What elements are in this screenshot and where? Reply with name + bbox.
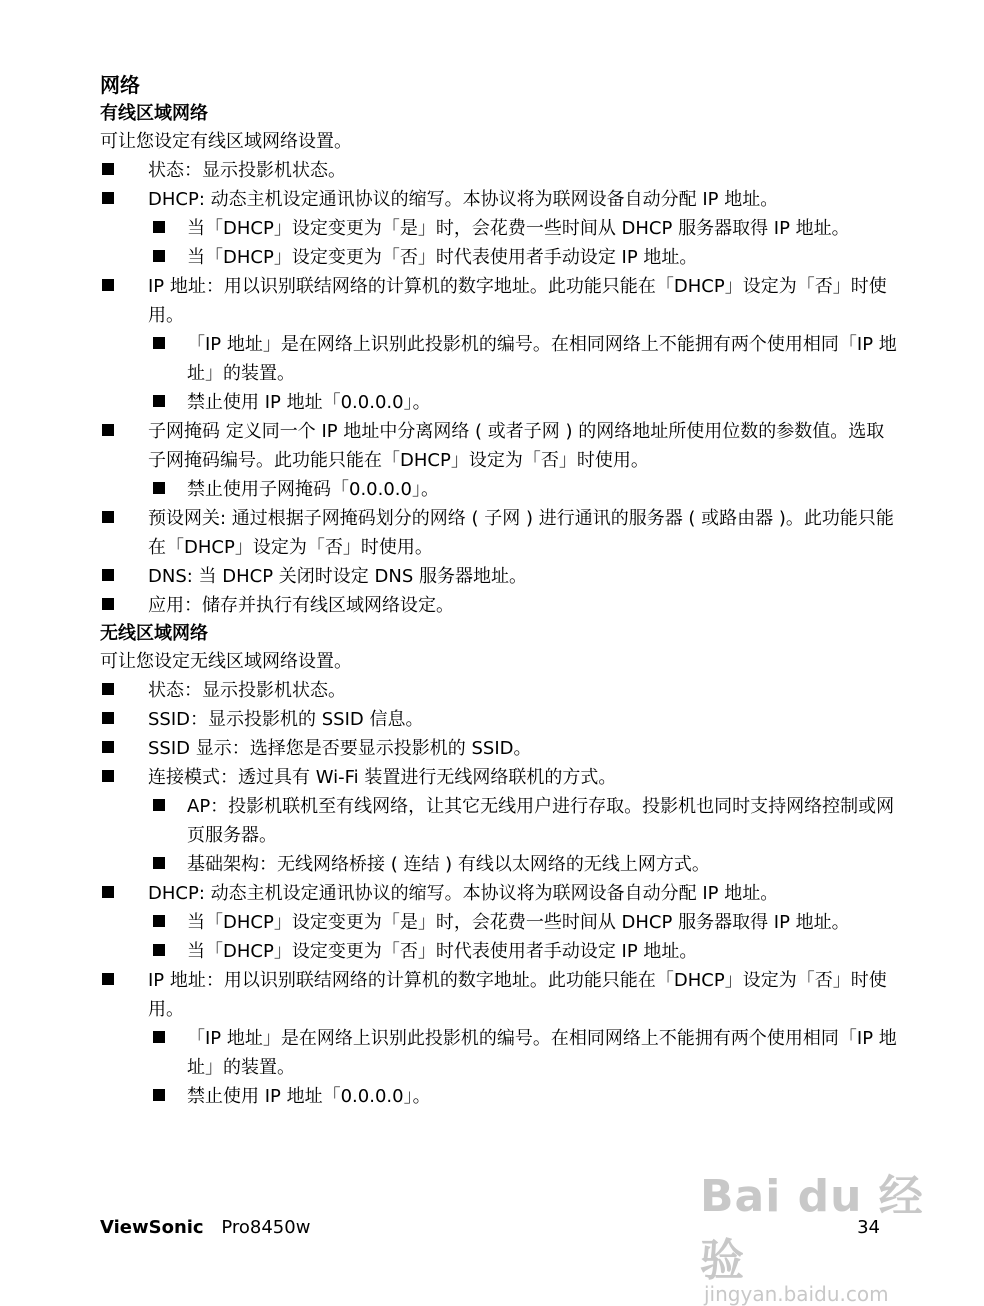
sub-list-item: [100, 1024, 900, 1082]
sub-list-item-text: 基础架构：无线网络桥接 ( 连结 ) 有线以太网络的无线上网方式。: [187, 854, 710, 875]
sub-list-item: [100, 214, 900, 243]
page-footer: [100, 1217, 880, 1238]
sub-list-item: [100, 475, 900, 504]
wireless-list: [100, 676, 900, 1111]
list-item-text: DHCP: 动态主机设定通讯协议的缩写。本协议将为联网设备自动分配 IP 地址。: [148, 883, 779, 904]
sub-list-item-text: 当「DHCP」设定变更为「是」时，会花费一些时间从 DHCP 服务器取得 IP 地址。: [187, 218, 850, 239]
list-item-text: 状态：显示投影机状态。: [148, 160, 346, 181]
square-bullet-icon: [153, 915, 165, 927]
square-bullet-icon: [153, 337, 165, 349]
list-item-text: 子网掩码 定义同一个 IP 地址中分离网络 ( 或者子网 ) 的网络地址所使用位数的参数值。选取子网掩码编号。此功能只能在「DHCP」设定为「否」时使用。: [148, 421, 885, 471]
wireless-heading: 无线区域网络: [100, 623, 208, 644]
sub-list-item-text: 禁止使用子网掩码「0.0.0.0」。: [187, 479, 439, 500]
square-bullet-icon: [153, 221, 165, 233]
square-bullet-icon: [102, 770, 114, 782]
square-bullet-icon: [153, 857, 165, 869]
square-bullet-icon: [102, 192, 114, 204]
square-bullet-icon: [153, 1031, 165, 1043]
square-bullet-icon: [102, 598, 114, 610]
square-bullet-icon: [102, 886, 114, 898]
square-bullet-icon: [102, 712, 114, 724]
sub-list-item: [100, 388, 900, 417]
wireless-intro: 可让您设定无线区域网络设置。: [100, 651, 352, 672]
square-bullet-icon: [102, 683, 114, 695]
list-item: [100, 272, 900, 330]
wired-list: [100, 156, 900, 620]
sub-list-item-text: 禁止使用 IP 地址「0.0.0.0」。: [187, 392, 431, 413]
list-item: [100, 763, 900, 792]
list-item-text: SSID：显示投影机的 SSID 信息。: [148, 709, 424, 730]
square-bullet-icon: [102, 569, 114, 581]
page-number: 34: [857, 1217, 880, 1238]
square-bullet-icon: [153, 799, 165, 811]
watermark-main: Bai du 经验: [700, 1171, 924, 1286]
square-bullet-icon: [153, 944, 165, 956]
list-item-text: 状态：显示投影机状态。: [148, 680, 346, 701]
list-item: [100, 156, 900, 185]
sub-list-item-text: 当「DHCP」设定变更为「否」时代表使用者手动设定 IP 地址。: [187, 247, 698, 268]
square-bullet-icon: [153, 395, 165, 407]
section-title: 网络: [100, 73, 140, 97]
footer-model: Pro8450w: [221, 1217, 311, 1238]
sub-list-item-text: AP：投影机联机至有线网络，让其它无线用户进行存取。投影机也同时支持网络控制或网页服务器。: [187, 796, 895, 846]
list-item-text: DHCP: 动态主机设定通讯协议的缩写。本协议将为联网设备自动分配 IP 地址。: [148, 189, 779, 210]
footer-brand: ViewSonic: [100, 1217, 204, 1238]
list-item-text: 应用：储存并执行有线区域网络设定。: [148, 595, 454, 616]
square-bullet-icon: [102, 511, 114, 523]
list-item: [100, 879, 900, 908]
list-item-text: SSID 显示：选择您是否要显示投影机的 SSID。: [148, 738, 532, 759]
list-item: [100, 562, 900, 591]
list-item: [100, 705, 900, 734]
sub-list-item-text: 禁止使用 IP 地址「0.0.0.0」。: [187, 1086, 431, 1107]
square-bullet-icon: [153, 1089, 165, 1101]
square-bullet-icon: [102, 279, 114, 291]
sub-list-item-text: 「IP 地址」是在网络上识别此投影机的编号。在相同网络上不能拥有两个使用相同「IP 地址」的装置。: [187, 334, 897, 384]
wired-intro: 可让您设定有线区域网络设置。: [100, 131, 352, 152]
list-item: [100, 734, 900, 763]
list-item-text: IP 地址：用以识别联结网络的计算机的数字地址。此功能只能在「DHCP」设定为「否」时使用。: [148, 970, 887, 1020]
sub-list-item: [100, 937, 900, 966]
square-bullet-icon: [102, 741, 114, 753]
square-bullet-icon: [153, 250, 165, 262]
sub-list-item: [100, 908, 900, 937]
list-item-text: 连接模式：透过具有 Wi-Fi 装置进行无线网络联机的方式。: [148, 767, 617, 788]
square-bullet-icon: [153, 482, 165, 494]
list-item-text: IP 地址：用以识别联结网络的计算机的数字地址。此功能只能在「DHCP」设定为「否」时使用。: [148, 276, 887, 326]
list-item: [100, 417, 900, 475]
sub-list-item: [100, 792, 900, 850]
list-item: [100, 966, 900, 1024]
list-item-text: DNS: 当 DHCP 关闭时设定 DNS 服务器地址。: [148, 566, 527, 587]
sub-list-item: [100, 1082, 900, 1111]
sub-list-item-text: 当「DHCP」设定变更为「是」时，会花费一些时间从 DHCP 服务器取得 IP 地址。: [187, 912, 850, 933]
square-bullet-icon: [102, 424, 114, 436]
document-page: [100, 70, 900, 1111]
list-item: [100, 676, 900, 705]
list-item-text: 预设网关: 通过根据子网掩码划分的网络 ( 子网 ) 进行通讯的服务器 ( 或路由器 )。此功能只能在「DHCP」设定为「否」时使用。: [148, 508, 894, 558]
list-item: [100, 185, 900, 214]
square-bullet-icon: [102, 163, 114, 175]
sub-list-item-text: 当「DHCP」设定变更为「否」时代表使用者手动设定 IP 地址。: [187, 941, 698, 962]
list-item: [100, 504, 900, 562]
sub-list-item: [100, 850, 900, 879]
watermark-url: jingyan.baidu.com: [704, 1282, 889, 1306]
sub-list-item: [100, 243, 900, 272]
square-bullet-icon: [102, 973, 114, 985]
list-item: [100, 591, 900, 620]
sub-list-item-text: 「IP 地址」是在网络上识别此投影机的编号。在相同网络上不能拥有两个使用相同「IP 地址」的装置。: [187, 1028, 897, 1078]
wired-heading: 有线区域网络: [100, 103, 208, 124]
sub-list-item: [100, 330, 900, 388]
